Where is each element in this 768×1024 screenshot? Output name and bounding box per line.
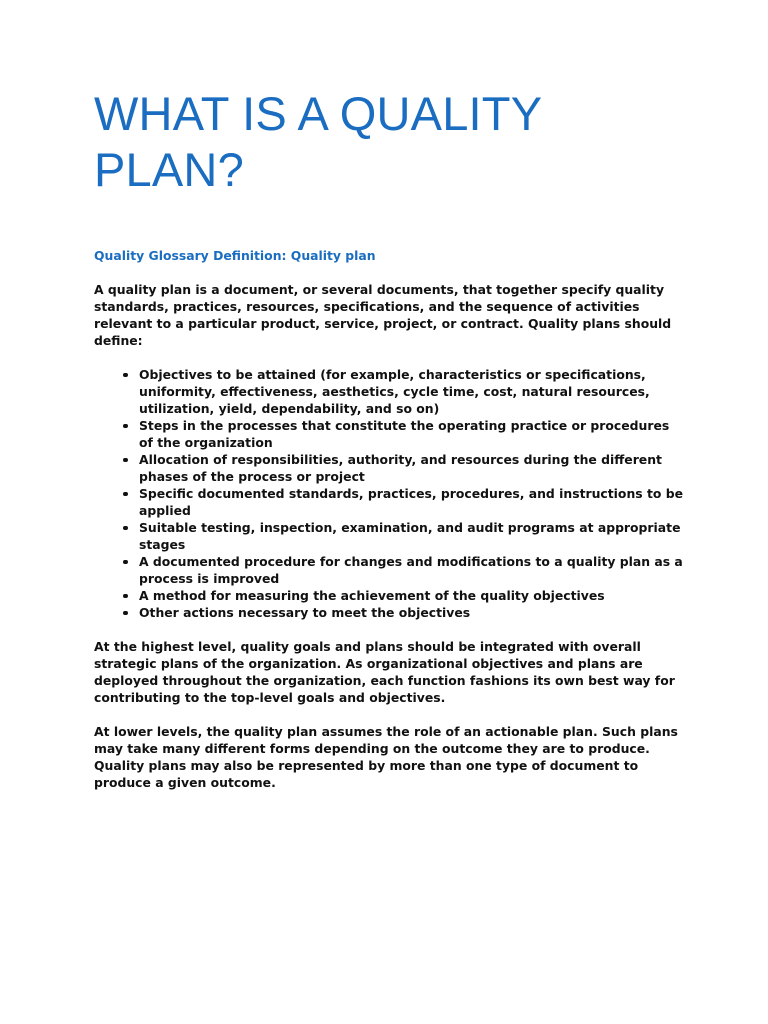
- bullet-icon: [123, 560, 128, 565]
- lower-level-paragraph: At lower levels, the quality plan assumes the role of an actionable plan. Such plans may take many different forms depending on the outcome they are to produce. Quality plans may also be represented by more than one type of document to produce a given outcome.: [94, 724, 678, 790]
- document-page: [94, 86, 684, 791]
- glossary-subtitle: Quality Glossary Definition: Quality plan: [94, 248, 376, 263]
- page-title: WHAT IS A QUALITY PLAN?: [94, 87, 542, 196]
- bullet-icon: [123, 458, 128, 463]
- highest-level-paragraph: At the highest level, quality goals and plans should be integrated with overall strategic plans of the organization. As organizational objectives and plans are deployed throughout the organization, each function fashions its own best way for contributing to the top-level goals and objectives.: [94, 639, 675, 705]
- bullet-icon: [123, 424, 128, 429]
- list-item: Specific documented standards, practices, procedures, and instructions to be applied: [120, 485, 684, 519]
- list-item: A method for measuring the achievement of the quality objectives: [120, 587, 684, 604]
- intro-paragraph: A quality plan is a document, or several documents, that together specify quality standards, practices, resources, specifications, and the sequence of activities relevant to a particular product, service, project, or contract. Quality plans should define:: [94, 282, 672, 348]
- bullet-icon: [123, 492, 128, 497]
- bullet-icon: [123, 611, 128, 616]
- list-item: Objectives to be attained (for example, characteristics or specifications, uniformity, effectiveness, aesthetics, cycle time, cost, natural resources, utilization, yield, dependability, and so on): [120, 366, 684, 417]
- list-item: A documented procedure for changes and modifications to a quality plan as a process is improved: [120, 553, 684, 587]
- list-item: Steps in the processes that constitute the operating practice or procedures of the organization: [120, 417, 684, 451]
- list-item: Allocation of responsibilities, authority, and resources during the different phases of the process or project: [120, 451, 684, 485]
- bullet-icon: [123, 594, 128, 599]
- list-item: Other actions necessary to meet the objectives: [120, 604, 684, 621]
- bullet-icon: [123, 526, 128, 531]
- list-item: Suitable testing, inspection, examination, and audit programs at appropriate stages: [120, 519, 684, 553]
- definition-list: [94, 366, 684, 621]
- bullet-icon: [123, 373, 128, 378]
